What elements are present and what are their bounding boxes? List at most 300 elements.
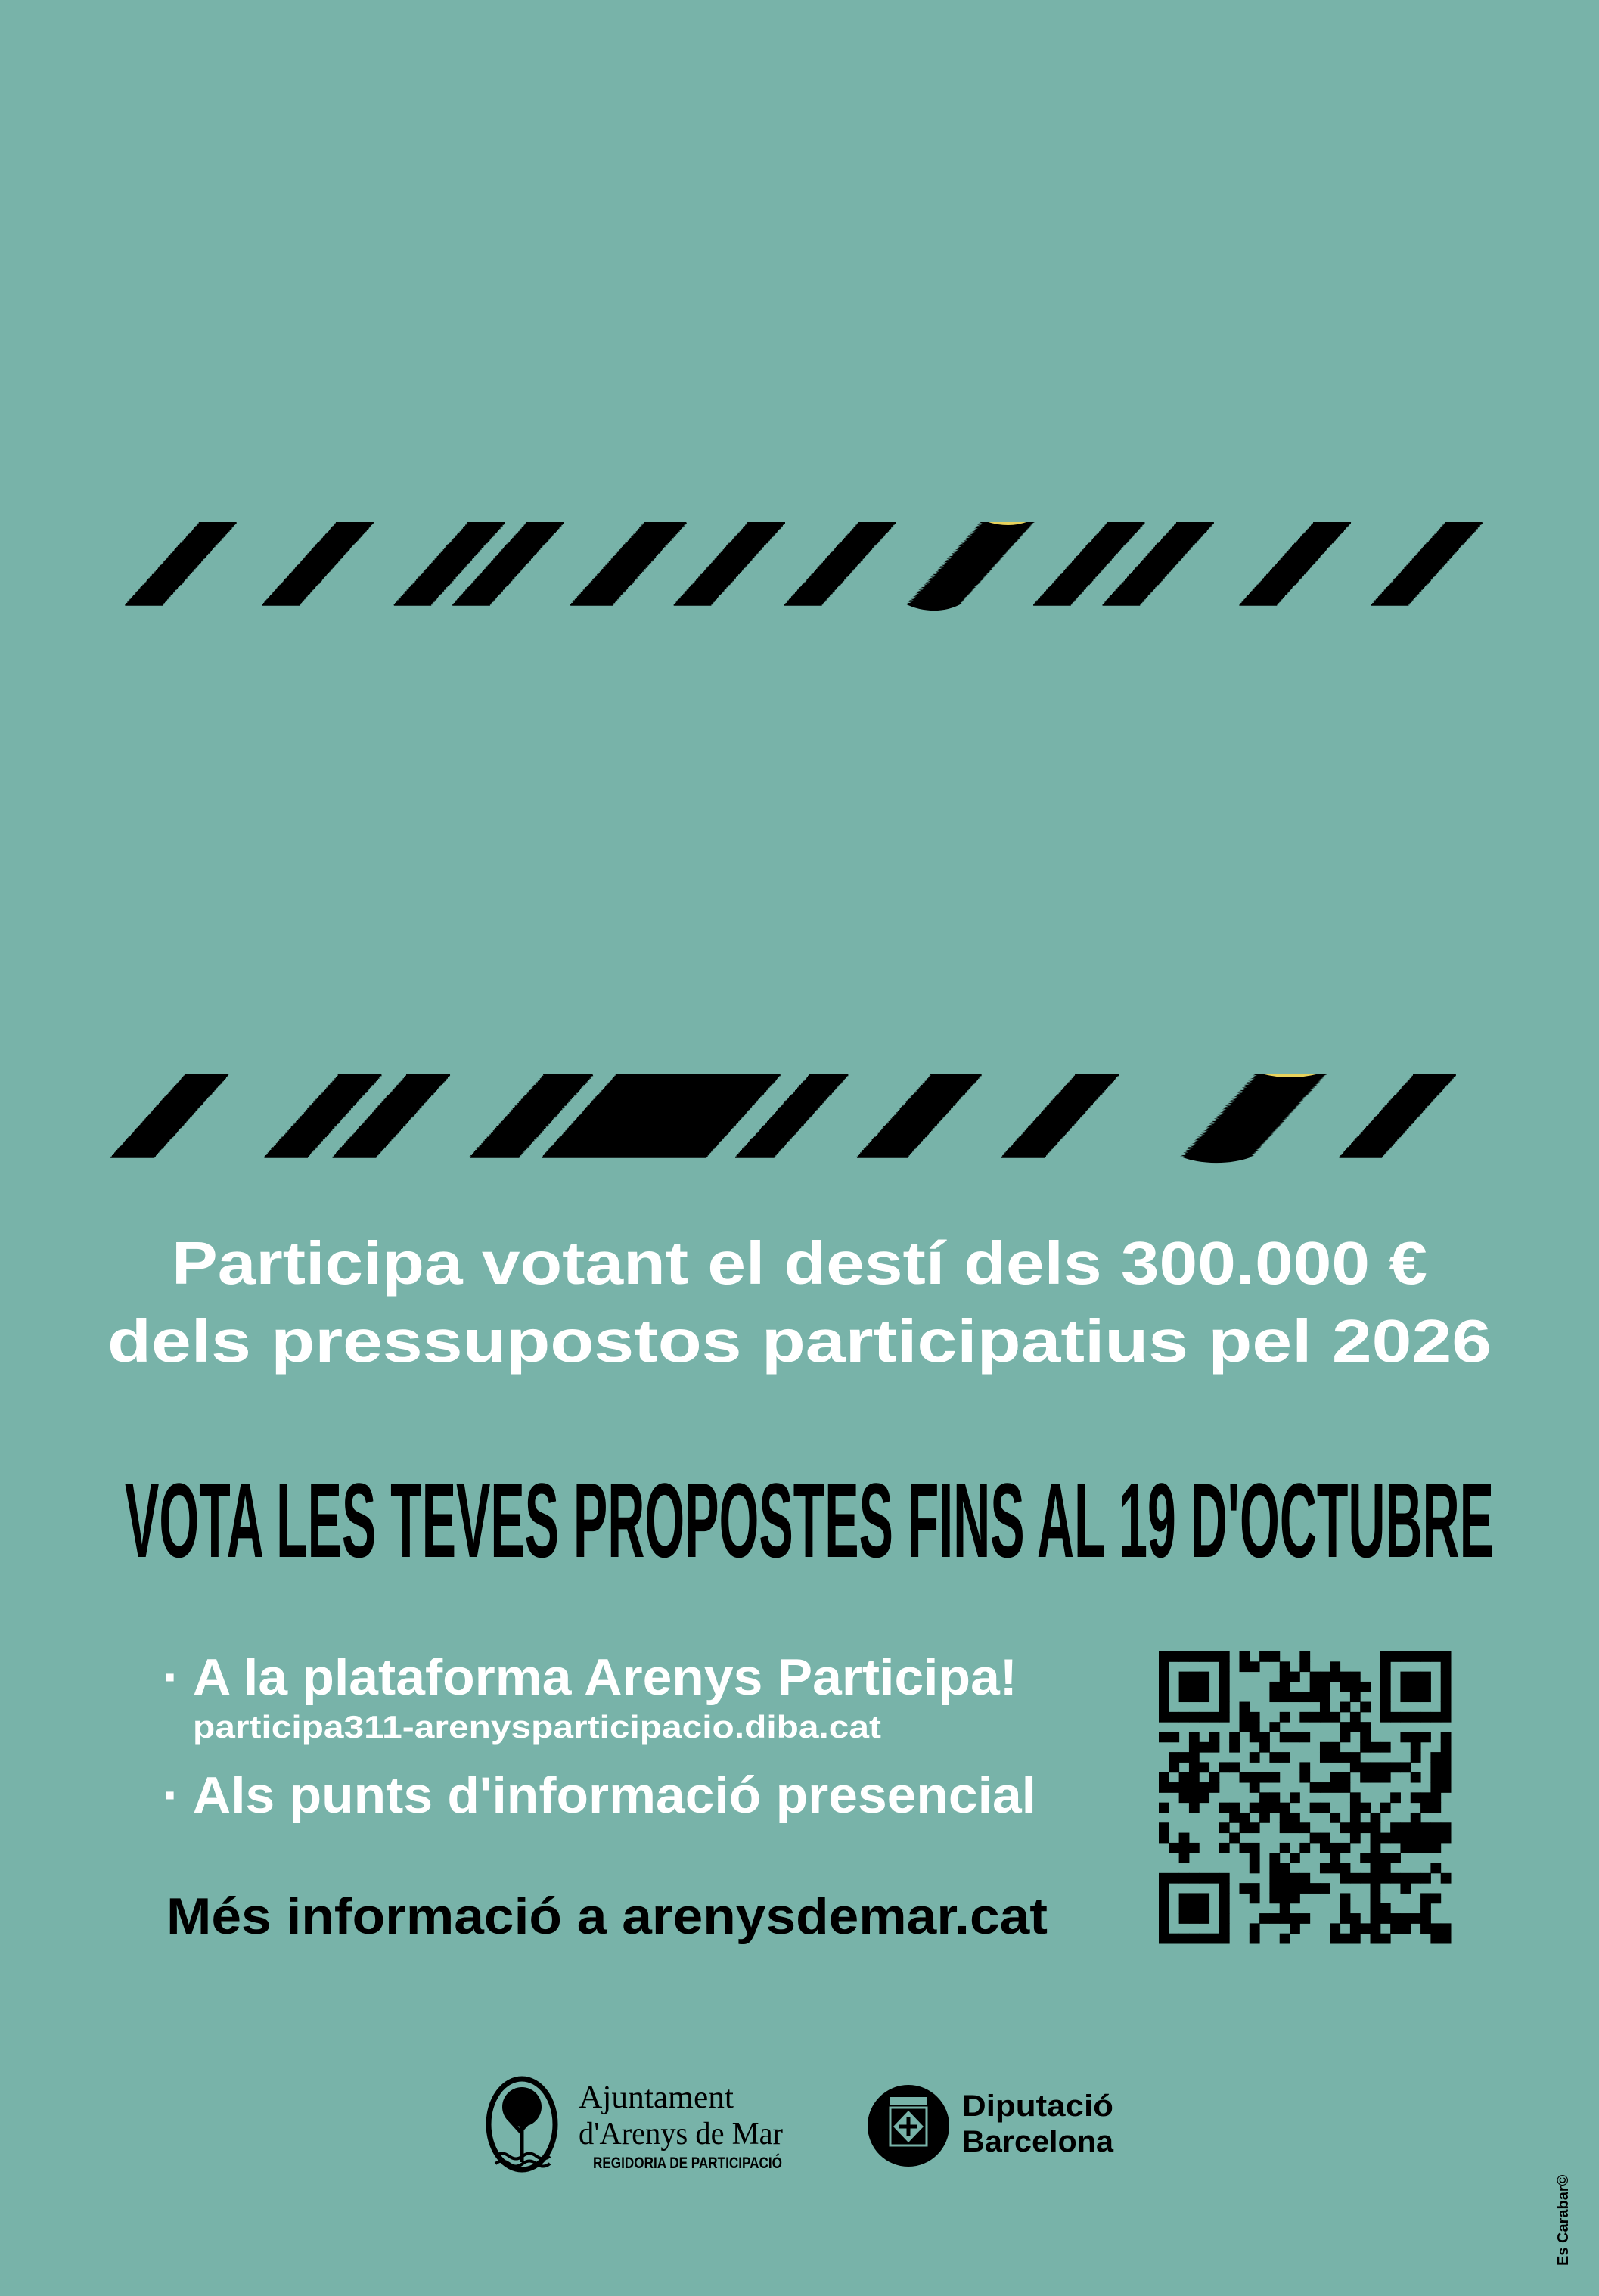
qr-module bbox=[1169, 1712, 1179, 1723]
qr-module bbox=[1209, 1732, 1220, 1742]
qr-module bbox=[1400, 1913, 1411, 1924]
qr-module bbox=[1330, 1923, 1340, 1934]
qr-module bbox=[1350, 1792, 1361, 1803]
qr-module bbox=[1259, 1772, 1270, 1783]
qr-module bbox=[1250, 1863, 1260, 1874]
qr-module bbox=[1219, 1672, 1230, 1682]
qr-module bbox=[1320, 1672, 1330, 1682]
qr-module bbox=[1360, 1742, 1371, 1753]
qr-module bbox=[1380, 1913, 1391, 1924]
qr-module bbox=[1340, 1934, 1351, 1944]
qr-module bbox=[1411, 1843, 1421, 1853]
qr-module bbox=[1219, 1934, 1230, 1944]
qr-module bbox=[1390, 1712, 1401, 1723]
qr-module bbox=[1411, 1712, 1421, 1723]
qr-module bbox=[1411, 1742, 1421, 1753]
qr-module bbox=[1159, 1682, 1169, 1692]
qr-module bbox=[1159, 1923, 1169, 1934]
qr-module bbox=[1360, 1803, 1371, 1813]
qr-module bbox=[1280, 1682, 1290, 1692]
qr-module bbox=[1179, 1782, 1190, 1793]
qr-module bbox=[1159, 1772, 1169, 1783]
qr-module bbox=[1411, 1873, 1421, 1884]
qr-module bbox=[1290, 1692, 1300, 1702]
qr-module bbox=[1229, 1803, 1240, 1813]
qr-module bbox=[1169, 1752, 1179, 1763]
qr-module bbox=[1320, 1803, 1330, 1813]
qr-module bbox=[1229, 1762, 1240, 1772]
qr-module bbox=[1290, 1792, 1300, 1803]
qr-module bbox=[1209, 1742, 1220, 1753]
qr-module bbox=[1360, 1762, 1371, 1772]
qr-module bbox=[1159, 1782, 1169, 1793]
qr-module bbox=[1219, 1651, 1230, 1662]
qr-module bbox=[1169, 1843, 1179, 1853]
qr-module bbox=[1411, 1833, 1421, 1844]
qr-module bbox=[1441, 1702, 1452, 1713]
qr-module bbox=[1179, 1651, 1190, 1662]
qr-module bbox=[1299, 1873, 1310, 1884]
qr-module bbox=[1189, 1893, 1200, 1903]
qr-module bbox=[1199, 1873, 1209, 1884]
qr-module bbox=[1420, 1682, 1431, 1692]
qr-module bbox=[1400, 1651, 1411, 1662]
qr-module bbox=[1159, 1893, 1169, 1903]
qr-module bbox=[1411, 1752, 1421, 1763]
qr-module bbox=[1209, 1772, 1220, 1783]
qr-module bbox=[1239, 1661, 1250, 1672]
qr-module bbox=[1411, 1772, 1421, 1783]
qr-module bbox=[1320, 1702, 1330, 1713]
qr-module bbox=[1380, 1772, 1391, 1783]
qr-module bbox=[1189, 1843, 1200, 1853]
qr-module bbox=[1239, 1822, 1250, 1833]
qr-module bbox=[1290, 1893, 1300, 1903]
qr-module bbox=[1280, 1661, 1290, 1672]
qr-module bbox=[1430, 1762, 1441, 1772]
qr-module bbox=[1269, 1853, 1280, 1863]
qr-module bbox=[1411, 1913, 1421, 1924]
qr-module bbox=[1320, 1742, 1330, 1753]
qr-module bbox=[1250, 1883, 1260, 1894]
qr-module bbox=[1371, 1923, 1381, 1934]
qr-module bbox=[1340, 1893, 1351, 1903]
qr-module bbox=[1360, 1682, 1371, 1692]
qr-module bbox=[1350, 1722, 1361, 1732]
qr-module bbox=[1280, 1883, 1290, 1894]
qr-module bbox=[1350, 1672, 1361, 1682]
qr-module bbox=[1219, 1692, 1230, 1702]
qr-module bbox=[1189, 1934, 1200, 1944]
qr-module bbox=[1219, 1702, 1230, 1713]
qr-module bbox=[1420, 1913, 1431, 1924]
qr-module bbox=[1159, 1651, 1169, 1662]
qr-module bbox=[1259, 1813, 1270, 1823]
qr-module bbox=[1179, 1873, 1190, 1884]
qr-module bbox=[1371, 1742, 1381, 1753]
qr-module bbox=[1299, 1712, 1310, 1723]
qr-module bbox=[1400, 1843, 1411, 1853]
qr-module bbox=[1371, 1893, 1381, 1903]
qr-module bbox=[1280, 1893, 1290, 1903]
qr-module bbox=[1400, 1682, 1411, 1692]
qr-module bbox=[1420, 1893, 1431, 1903]
qr-module bbox=[1371, 1934, 1381, 1944]
qr-module bbox=[1430, 1782, 1441, 1793]
qr-module bbox=[1189, 1782, 1200, 1793]
qr-module bbox=[1411, 1822, 1421, 1833]
qr-module bbox=[1380, 1692, 1391, 1702]
qr-module bbox=[1310, 1712, 1321, 1723]
qr-module bbox=[1310, 1833, 1321, 1844]
qr-module bbox=[1380, 1903, 1391, 1914]
qr-module bbox=[1239, 1712, 1250, 1723]
qr-module bbox=[1209, 1934, 1220, 1944]
qr-module bbox=[1179, 1792, 1190, 1803]
qr-module bbox=[1269, 1883, 1280, 1894]
qr-module bbox=[1169, 1782, 1179, 1793]
qr-module bbox=[1250, 1661, 1260, 1672]
qr-module bbox=[1169, 1651, 1179, 1662]
qr-module bbox=[1411, 1682, 1421, 1692]
qr-module bbox=[1350, 1692, 1361, 1702]
qr-module bbox=[1290, 1822, 1300, 1833]
qr-module bbox=[1390, 1833, 1401, 1844]
qr-module bbox=[1290, 1732, 1300, 1742]
qr-module bbox=[1290, 1853, 1300, 1863]
qr-module bbox=[1159, 1732, 1169, 1742]
qr-module bbox=[1360, 1732, 1371, 1742]
qr-module bbox=[1340, 1732, 1351, 1742]
qr-module bbox=[1189, 1742, 1200, 1753]
qr-module bbox=[1411, 1651, 1421, 1662]
qr-module bbox=[1441, 1782, 1452, 1793]
qr-module bbox=[1350, 1822, 1361, 1833]
qr-module bbox=[1371, 1913, 1381, 1924]
more-info-link[interactable]: Més informació a arenysdemar.cat bbox=[166, 1887, 1048, 1945]
qr-module bbox=[1350, 1762, 1361, 1772]
qr-module bbox=[1340, 1873, 1351, 1884]
qr-module bbox=[1430, 1863, 1441, 1874]
qr-module bbox=[1299, 1883, 1310, 1894]
qr-module bbox=[1179, 1893, 1190, 1903]
qr-module bbox=[1199, 1934, 1209, 1944]
qr-module bbox=[1169, 1934, 1179, 1944]
qr-module bbox=[1199, 1742, 1209, 1753]
qr-module bbox=[1420, 1843, 1431, 1853]
ajuntament-line-1: Ajuntament bbox=[579, 2080, 734, 2115]
qr-module bbox=[1269, 1792, 1280, 1803]
qr-module bbox=[1299, 1762, 1310, 1772]
qr-module bbox=[1420, 1873, 1431, 1884]
qr-module bbox=[1441, 1682, 1452, 1692]
qr-module bbox=[1400, 1672, 1411, 1682]
qr-module bbox=[1179, 1672, 1190, 1682]
qr-module bbox=[1280, 1873, 1290, 1884]
qr-module bbox=[1259, 1792, 1270, 1803]
qr-module bbox=[1219, 1661, 1230, 1672]
qr-module bbox=[1239, 1722, 1250, 1732]
qr-module bbox=[1159, 1883, 1169, 1894]
qr-module bbox=[1330, 1782, 1340, 1793]
qr-module bbox=[1380, 1712, 1391, 1723]
qr-module bbox=[1350, 1752, 1361, 1763]
qr-module bbox=[1320, 1692, 1330, 1702]
qr-module bbox=[1219, 1682, 1230, 1692]
qr-module bbox=[1159, 1822, 1169, 1833]
qr-module bbox=[1400, 1712, 1411, 1723]
qr-module bbox=[1189, 1762, 1200, 1772]
qr-module bbox=[1169, 1873, 1179, 1884]
qr-module bbox=[1280, 1672, 1290, 1682]
qr-module bbox=[1199, 1792, 1209, 1803]
qr-module bbox=[1360, 1853, 1371, 1863]
qr-module bbox=[1340, 1672, 1351, 1682]
qr-module bbox=[1441, 1752, 1452, 1763]
title-line-1: PARTICIPA bbox=[183, 81, 1489, 626]
qr-module bbox=[1269, 1772, 1280, 1783]
qr-module bbox=[1330, 1863, 1340, 1874]
qr-module bbox=[1441, 1934, 1452, 1944]
qr-module bbox=[1380, 1803, 1391, 1813]
qr-module bbox=[1360, 1923, 1371, 1934]
qr-module bbox=[1390, 1923, 1401, 1934]
qr-module bbox=[1179, 1682, 1190, 1692]
qr-module bbox=[1219, 1803, 1230, 1813]
qr-module bbox=[1430, 1822, 1441, 1833]
qr-module bbox=[1350, 1913, 1361, 1924]
qr-module bbox=[1310, 1803, 1321, 1813]
qr-module bbox=[1430, 1651, 1441, 1662]
qr-module bbox=[1269, 1752, 1280, 1763]
qr-module bbox=[1290, 1813, 1300, 1823]
qr-module bbox=[1340, 1903, 1351, 1914]
qr-module bbox=[1420, 1672, 1431, 1682]
qr-module bbox=[1299, 1651, 1310, 1662]
qr-module bbox=[1330, 1813, 1340, 1823]
qr-module bbox=[1430, 1923, 1441, 1934]
qr-module bbox=[1360, 1873, 1371, 1884]
qr-module bbox=[1299, 1822, 1310, 1833]
qr-module bbox=[1411, 1732, 1421, 1742]
qr-module bbox=[1269, 1682, 1280, 1692]
qr-module bbox=[1340, 1822, 1351, 1833]
qr-module bbox=[1280, 1803, 1290, 1813]
qr-module bbox=[1250, 1782, 1260, 1793]
qr-module bbox=[1269, 1692, 1280, 1702]
qr-module bbox=[1400, 1692, 1411, 1702]
qr-module bbox=[1380, 1651, 1391, 1662]
qr-module bbox=[1179, 1833, 1190, 1844]
qr-module bbox=[1320, 1883, 1330, 1894]
qr-module bbox=[1330, 1752, 1340, 1763]
qr-module bbox=[1430, 1803, 1441, 1813]
qr-module bbox=[1169, 1732, 1179, 1742]
qr-module bbox=[1400, 1833, 1411, 1844]
qr-module bbox=[1199, 1672, 1209, 1682]
qr-module bbox=[1250, 1712, 1260, 1723]
qr-module bbox=[1299, 1692, 1310, 1702]
qr-module bbox=[1269, 1803, 1280, 1813]
qr-module bbox=[1320, 1752, 1330, 1763]
qr-module bbox=[1159, 1833, 1169, 1844]
subtitle-line-1: Participa votant el destí dels 300.000 € bbox=[172, 1229, 1427, 1297]
qr-module bbox=[1199, 1692, 1209, 1702]
qr-module bbox=[1411, 1792, 1421, 1803]
qr-module bbox=[1189, 1651, 1200, 1662]
qr-module bbox=[1441, 1661, 1452, 1672]
qr-module bbox=[1269, 1913, 1280, 1924]
qr-module bbox=[1250, 1923, 1260, 1934]
qr-module bbox=[1441, 1712, 1452, 1723]
qr-module bbox=[1330, 1934, 1340, 1944]
qr-module bbox=[1350, 1923, 1361, 1934]
qr-module bbox=[1380, 1873, 1391, 1884]
qr-module bbox=[1189, 1712, 1200, 1723]
platform-url[interactable]: participa311-arenysparticipacio.diba.cat bbox=[193, 1709, 882, 1745]
qr-module bbox=[1219, 1893, 1230, 1903]
qr-module bbox=[1229, 1813, 1240, 1823]
qr-module bbox=[1420, 1692, 1431, 1702]
qr-module bbox=[1340, 1772, 1351, 1783]
qr-module bbox=[1350, 1712, 1361, 1723]
qr-module bbox=[1189, 1732, 1200, 1742]
qr-module bbox=[1330, 1853, 1340, 1863]
qr-module bbox=[1441, 1873, 1452, 1884]
qr-module bbox=[1350, 1833, 1361, 1844]
coat-of-arms-icon bbox=[868, 2085, 949, 2167]
qr-module bbox=[1290, 1672, 1300, 1682]
qr-module bbox=[1420, 1792, 1431, 1803]
design-credit: Es Carabar© bbox=[1555, 2174, 1572, 2266]
qr-module bbox=[1340, 1682, 1351, 1692]
qr-module bbox=[1259, 1732, 1270, 1742]
qr-module bbox=[1189, 1772, 1200, 1783]
qr-module bbox=[1159, 1873, 1169, 1884]
qr-module bbox=[1441, 1692, 1452, 1702]
qr-module bbox=[1189, 1692, 1200, 1702]
qr-module bbox=[1340, 1702, 1351, 1713]
qr-module bbox=[1199, 1682, 1209, 1692]
qr-module bbox=[1420, 1803, 1431, 1813]
qr-module bbox=[1310, 1782, 1321, 1793]
qr-module bbox=[1350, 1873, 1361, 1884]
qr-module bbox=[1209, 1712, 1220, 1723]
qr-module bbox=[1269, 1873, 1280, 1884]
qr-module bbox=[1420, 1903, 1431, 1914]
qr-module bbox=[1441, 1822, 1452, 1833]
qr-module bbox=[1259, 1913, 1270, 1924]
qr-module bbox=[1430, 1772, 1441, 1783]
qr-module bbox=[1371, 1772, 1381, 1783]
qr-module bbox=[1199, 1913, 1209, 1924]
qr-module bbox=[1400, 1762, 1411, 1772]
qr-module bbox=[1371, 1833, 1381, 1844]
qr-module bbox=[1400, 1822, 1411, 1833]
qr-module bbox=[1330, 1661, 1340, 1672]
qr-module bbox=[1371, 1853, 1381, 1863]
qr-module bbox=[1199, 1903, 1209, 1914]
qr-module bbox=[1250, 1803, 1260, 1813]
qr-module bbox=[1199, 1762, 1209, 1772]
qr-module bbox=[1390, 1762, 1401, 1772]
qr-module bbox=[1380, 1661, 1391, 1672]
qr-module bbox=[1380, 1853, 1391, 1863]
qr-module bbox=[1390, 1651, 1401, 1662]
qr-module bbox=[1330, 1742, 1340, 1753]
qr-module bbox=[1179, 1752, 1190, 1763]
qr-module bbox=[1320, 1712, 1330, 1723]
diputacio-logo bbox=[868, 2085, 1114, 2167]
qr-module bbox=[1350, 1934, 1361, 1944]
qr-module bbox=[1380, 1672, 1391, 1682]
qr-module bbox=[1411, 1672, 1421, 1682]
qr-module bbox=[1340, 1913, 1351, 1924]
qr-module bbox=[1259, 1803, 1270, 1813]
qr-module bbox=[1340, 1752, 1351, 1763]
qr-module bbox=[1219, 1903, 1230, 1914]
qr-module bbox=[1390, 1792, 1401, 1803]
qr-module bbox=[1330, 1712, 1340, 1723]
qr-module bbox=[1280, 1752, 1290, 1763]
qr-module bbox=[1380, 1762, 1391, 1772]
qr-module bbox=[1330, 1772, 1340, 1783]
qr-module bbox=[1430, 1712, 1441, 1723]
qr-module bbox=[1430, 1893, 1441, 1903]
qr-module bbox=[1360, 1822, 1371, 1833]
qr-module bbox=[1299, 1772, 1310, 1783]
qr-module bbox=[1179, 1913, 1190, 1924]
subtitle-line-2: dels pressupostos participatius pel 2026 bbox=[107, 1307, 1492, 1375]
qr-module bbox=[1280, 1903, 1290, 1914]
qr-module bbox=[1380, 1742, 1391, 1753]
qr-module bbox=[1269, 1722, 1280, 1732]
qr-module bbox=[1360, 1772, 1371, 1783]
qr-module bbox=[1430, 1833, 1441, 1844]
qr-module bbox=[1340, 1782, 1351, 1793]
qr-module bbox=[1280, 1934, 1290, 1944]
qr-module bbox=[1280, 1822, 1290, 1833]
voting-deadline: VOTA LES TEVES PROPOSTES FINS AL 19 D'OCTUBRE bbox=[125, 1461, 1494, 1580]
qr-module bbox=[1430, 1792, 1441, 1803]
qr-module bbox=[1371, 1762, 1381, 1772]
qr-module bbox=[1219, 1883, 1230, 1894]
qr-module bbox=[1189, 1913, 1200, 1924]
qr-module bbox=[1310, 1682, 1321, 1692]
qr-module bbox=[1179, 1853, 1190, 1863]
qr-module bbox=[1280, 1813, 1290, 1823]
qr-module bbox=[1441, 1762, 1452, 1772]
qr-module bbox=[1280, 1692, 1290, 1702]
qr-module bbox=[1239, 1702, 1250, 1713]
qr-module bbox=[1159, 1712, 1169, 1723]
qr-module bbox=[1299, 1661, 1310, 1672]
qr-module bbox=[1250, 1822, 1260, 1833]
qr-module bbox=[1400, 1873, 1411, 1884]
qr-module bbox=[1179, 1903, 1190, 1914]
qr-module bbox=[1199, 1651, 1209, 1662]
qr-module bbox=[1209, 1782, 1220, 1793]
qr-module bbox=[1441, 1923, 1452, 1934]
qr-module bbox=[1280, 1732, 1290, 1742]
qr-module bbox=[1169, 1762, 1179, 1772]
qr-module bbox=[1400, 1883, 1411, 1894]
qr-module bbox=[1380, 1682, 1391, 1692]
diputacio-line-2: Barcelona bbox=[962, 2125, 1114, 2158]
qr-module bbox=[1330, 1672, 1340, 1682]
qr-module bbox=[1229, 1742, 1240, 1753]
qr-module bbox=[1340, 1843, 1351, 1853]
